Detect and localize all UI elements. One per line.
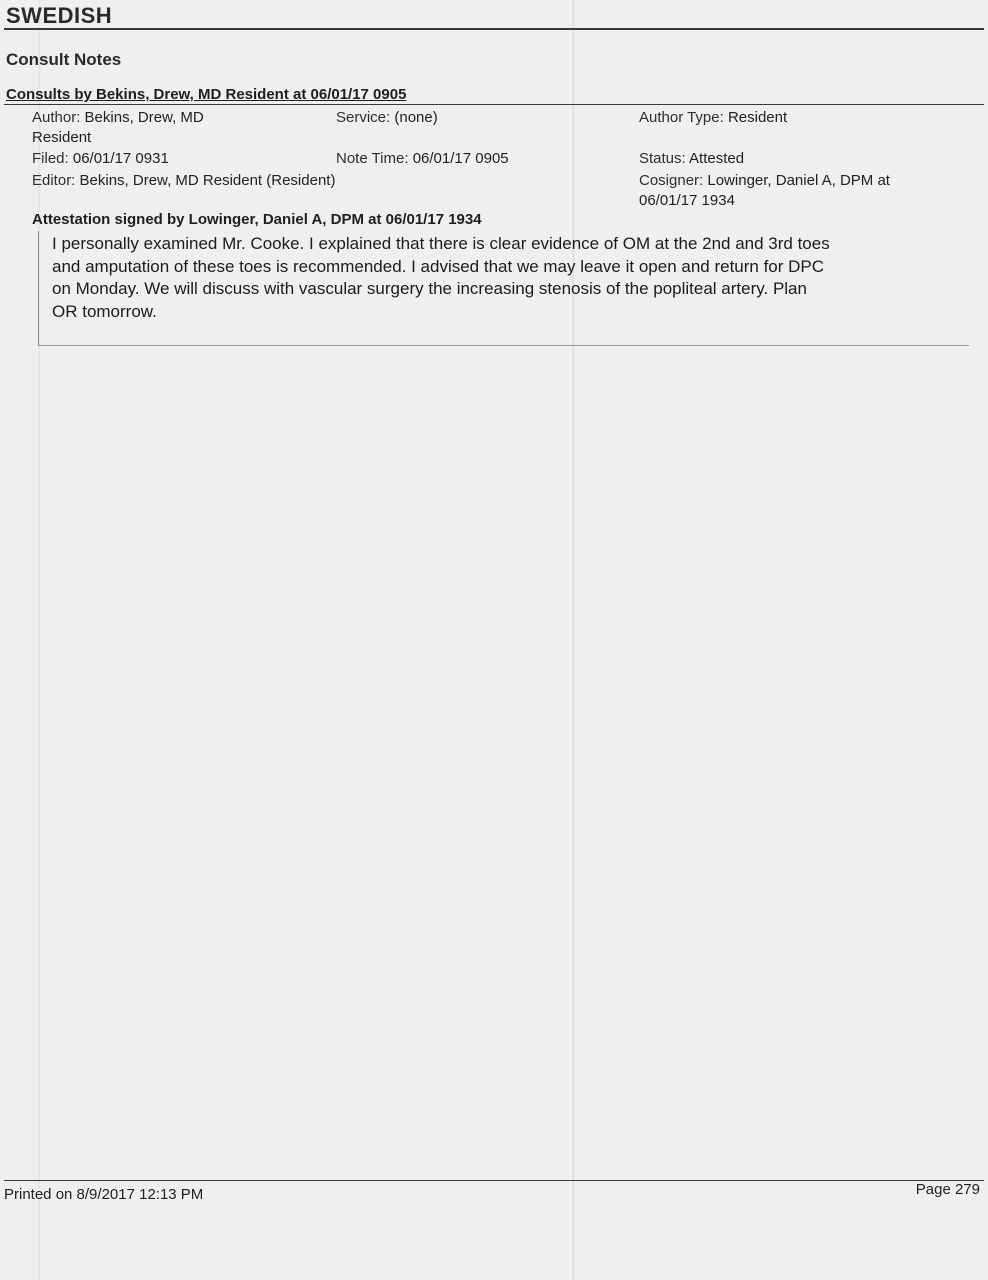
status-field [639,149,744,169]
editor-label: Editor: [32,172,76,189]
filed-field [32,149,169,169]
status-value: Attested [689,150,745,167]
consult-title: Consults by Bekins, Drew, MD Resident at 06/01/17 0905 [6,86,407,103]
section-title: Consult Notes [6,50,122,69]
printed-on: Printed on 8/9/2017 12:13 PM [4,1186,204,1203]
brand-logo-text: SWEDISH [6,3,113,28]
attestation-title: Attestation signed by Lowinger, Daniel A, DPM at 06/01/17 1934 [32,211,482,228]
attestation-line: on Monday. We will discuss with vascular surgery the increasing stenosis of the popliteal artery. Plan [52,279,807,298]
author-type-label: Author Type: [639,109,724,126]
brand-divider [4,28,984,30]
author-label: Author: [32,109,81,126]
author-field [32,108,204,128]
consult-divider [4,104,984,105]
status-label: Status: [639,150,686,167]
footer-divider [4,1180,984,1181]
attestation-line: OR tomorrow. [52,301,157,321]
cosigner-value: Lowinger, Daniel A, DPM at [707,172,890,189]
note-time-field [336,149,509,169]
filed-value: 06/01/17 0931 [72,150,169,167]
attestation-text [52,233,957,323]
service-value: (none) [394,109,438,126]
cosigner-label: Cosigner: [639,172,704,189]
attestation-line: I personally examined Mr. Cooke. I explained that there is clear evidence of OM at the 2nd and 3rd toes [52,234,830,253]
author-type-value: Resident [727,109,788,126]
cosigner-field [639,171,890,191]
attestation-line: and amputation of these toes is recommended. I advised that we may leave it open and return for DPC [52,256,825,276]
note-time-value: 06/01/17 0905 [412,150,509,167]
author-value: Bekins, Drew, MD [84,109,204,126]
author-value-line2: Resident [32,129,92,146]
note-time-label: Note Time: [336,150,409,167]
editor-value: Bekins, Drew, MD Resident (Resident) [79,172,336,189]
page-number: Page 279 [915,1181,980,1198]
filed-label: Filed: [32,150,69,167]
author-type-field [639,108,787,128]
cosigner-value-line2: 06/01/17 1934 [639,192,735,209]
service-field [336,108,438,128]
service-label: Service: [336,109,391,126]
editor-field [32,171,335,191]
